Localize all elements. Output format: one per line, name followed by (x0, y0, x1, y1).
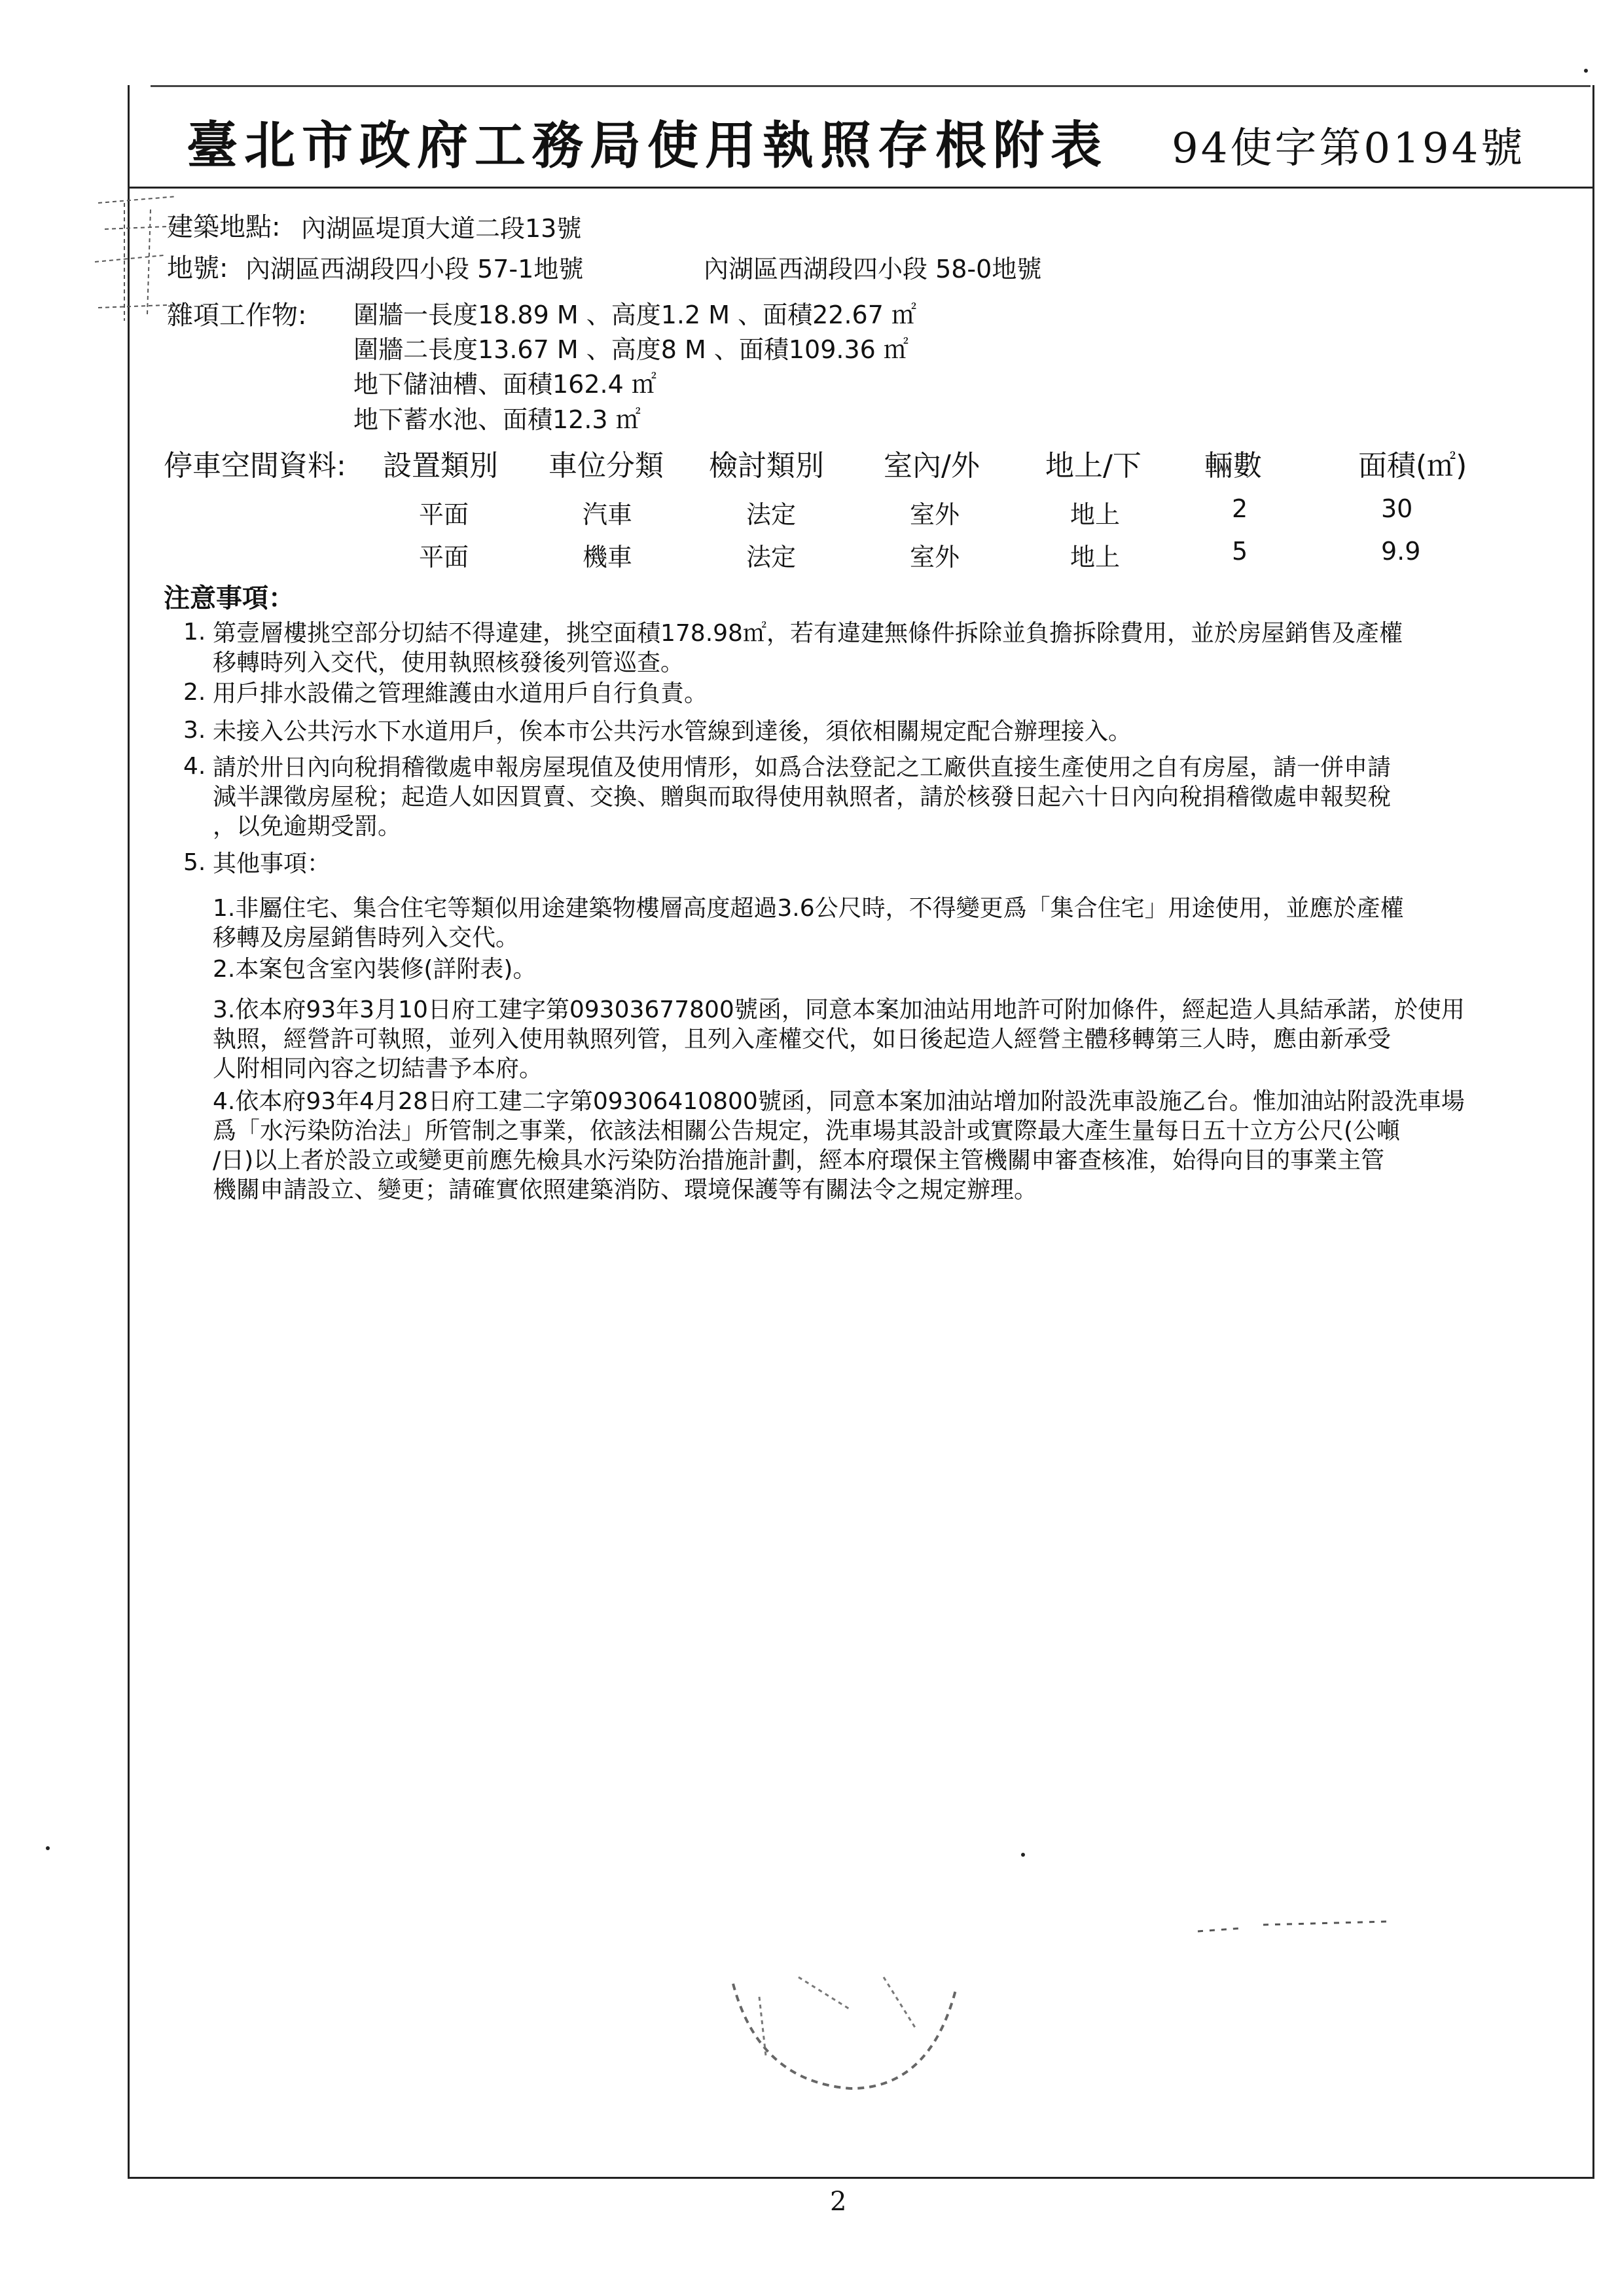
misc-item: 地下蓄水池、面積12.3 ㎡ (353, 405, 641, 434)
official-seal-icon (720, 1938, 969, 2108)
parking-header: 檢討類別 (709, 449, 824, 483)
scan-dot (1021, 1853, 1025, 1857)
parking-cell: 法定 (746, 500, 797, 529)
note-line: 人附相同內容之切結書予本府。 (213, 1055, 543, 1082)
parking-cell: 室外 (910, 543, 960, 572)
scan-dot (1584, 69, 1588, 73)
misc-label: 雜項工作物: (167, 301, 307, 331)
page-title: 臺北市政府工務局使用執照存根附表 (187, 116, 1109, 175)
parking-cell: 30 (1381, 494, 1413, 523)
permit-number: 94使字第0194號 (1172, 124, 1526, 173)
parking-cell: 2 (1232, 494, 1248, 523)
parking-header: 地上/下 (1045, 449, 1142, 483)
sub-note (213, 995, 1465, 1084)
note-line: 未接入公共污水下水道用戶，俟本市公共污水管線到達後，須依相關規定配合辦理接入。 (213, 718, 1132, 745)
note-line: 1.非屬住宅、集合住宅等類似用途建築物樓層高度超過3.6公尺時，不得變更爲「集合住宅」用途使用，並應於產權 (213, 895, 1404, 922)
note-item (213, 753, 1391, 841)
note-line: 4.依本府93年4月28日府工建二字第09306410800號函，同意本案加油站增加附設洗車設施乙台。惟加油站附設洗車場 (213, 1088, 1465, 1115)
parking-cell: 地上 (1070, 543, 1121, 572)
note-number: 1. (183, 619, 206, 646)
parking-cell: 平面 (419, 500, 469, 529)
note-item (213, 679, 708, 708)
note-item (213, 619, 1403, 678)
note-line: 移轉及房屋銷售時列入交代。 (213, 924, 520, 951)
note-line: 移轉時列入交代，使用執照核發後列管巡查。 (213, 649, 685, 676)
misc-item: 圍牆一長度18.89 M 、高度1.2 M 、面積22.67 ㎡ (353, 301, 916, 329)
note-item (213, 717, 1132, 746)
scan-dots-icon (1191, 1912, 1388, 1951)
sub-note (213, 894, 1404, 953)
parking-cell: 平面 (419, 543, 469, 572)
note-number: 3. (183, 717, 206, 744)
notes-heading: 注意事項： (164, 583, 295, 613)
note-item (213, 849, 331, 879)
parking-header: 車位分類 (548, 449, 664, 483)
lot-value-1: 內湖區西湖段四小段 57-1地號 (245, 255, 584, 283)
note-line: 用戶排水設備之管理維護由水道用戶自行負責。 (213, 680, 708, 707)
sub-note (213, 1087, 1465, 1205)
note-line: 其他事項： (213, 850, 331, 877)
parking-cell: 機車 (583, 543, 633, 572)
parking-cell: 地上 (1070, 500, 1121, 529)
parking-header: 室內/外 (884, 449, 980, 483)
note-line: 機關申請設立、變更；請確實依照建築消防、環境保護等有關法令之規定辦理。 (213, 1176, 1038, 1203)
note-line: ，以免逾期受罰。 (213, 813, 402, 840)
page-number: 2 (830, 2187, 847, 2217)
misc-item: 圍牆二長度13.67 M 、高度8 M 、面積109.36 ㎡ (353, 335, 908, 364)
note-number: 4. (183, 753, 206, 780)
parking-header: 設置類別 (383, 449, 498, 483)
note-line: 請於卅日內向稅捐稽徵處申報房屋現值及使用情形，如爲合法登記之工廠供直接生產使用之自有房屋，請一併申請 (213, 754, 1392, 781)
note-line: /日)以上者於設立或變更前應先檢具水污染防治措施計劃，經本府環保主管機關申審查核准，始得向目的事業主管 (213, 1147, 1385, 1174)
parking-label: 停車空間資料: (164, 449, 346, 483)
note-number: 5. (183, 849, 206, 876)
note-line: 2.本案包含室內裝修(詳附表)。 (213, 956, 537, 983)
misc-item: 地下儲油槽、面積162.4 ㎡ (353, 370, 656, 399)
parking-cell: 5 (1232, 537, 1248, 566)
scan-dot (46, 1846, 50, 1850)
note-line: 減半課徵房屋稅；起造人如因買賣、交換、贈與而取得使用執照者，請於核發日起六十日內向稅捐稽徵處申報契稅 (213, 784, 1392, 811)
location-value: 內湖區堤頂大道二段13號 (301, 214, 582, 243)
parking-header: 面積(㎡) (1358, 449, 1467, 483)
note-line: 3.依本府93年3月10日府工建字第09303677800號函，同意本案加油站用地許可附加條件，經起造人具結承諾，於使用 (213, 996, 1465, 1023)
parking-cell: 室外 (910, 500, 960, 529)
note-line: 執照，經營許可執照，並列入使用執照列管，且列入產權交代，如日後起造人經營主體移轉第三人時，應由新承受 (213, 1026, 1392, 1053)
note-number: 2. (183, 679, 206, 706)
parking-cell: 9.9 (1381, 537, 1421, 566)
note-line: 第壹層樓挑空部分切結不得違建，挑空面積178.98㎡，若有違建無條件拆除並負擔拆除費用，並於房屋銷售及產權 (213, 620, 1403, 647)
lot-value-2: 內湖區西湖段四小段 58-0地號 (704, 255, 1042, 283)
header-divider (128, 187, 1592, 189)
lot-label: 地號: (167, 253, 228, 283)
parking-header: 輛數 (1204, 449, 1262, 483)
location-label: 建築地點: (167, 212, 281, 242)
note-line: 爲「水污染防治法」所管制之事業，依該法相關公告規定，洗車場其設計或實際最大產生量每日五十立方公尺(公噸 (213, 1118, 1401, 1144)
parking-cell: 汽車 (583, 500, 633, 529)
parking-cell: 法定 (746, 543, 797, 572)
sub-note (213, 955, 536, 984)
